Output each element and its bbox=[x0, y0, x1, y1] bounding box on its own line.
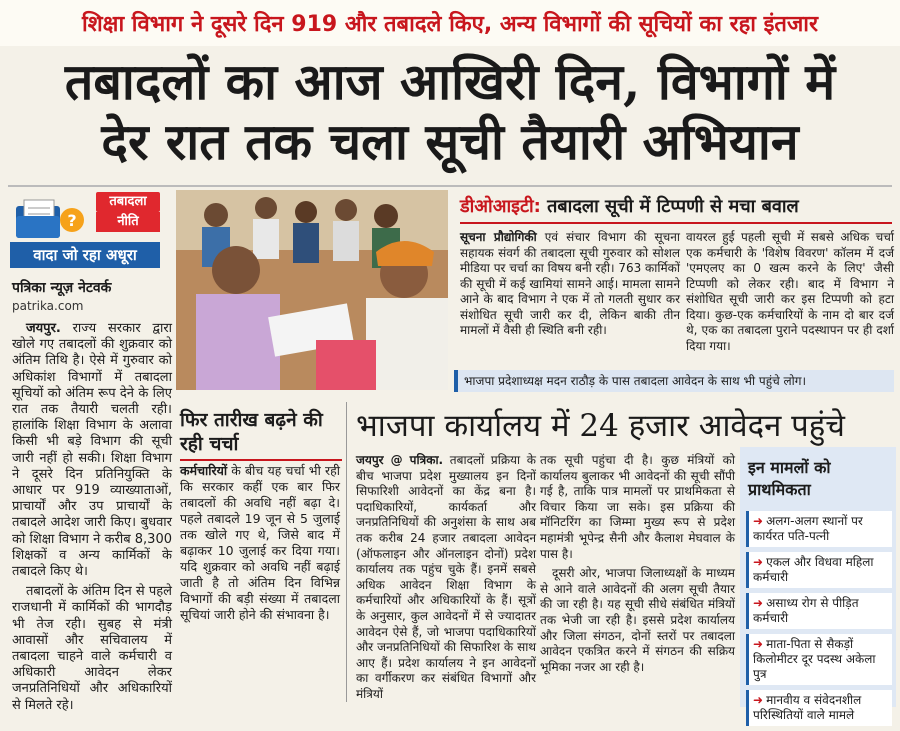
doit-lead: सूचना प्रौद्योगिकी bbox=[460, 230, 537, 244]
byline-site: patrika.com bbox=[12, 299, 84, 313]
side-story-lead: कर्मचारियों bbox=[180, 463, 228, 478]
doit-column-1-text: एवं संचार विभाग की सूचना सहायक संवर्ग की तबादला सूची गुरुवार को सोशल मीडिया पर चर्चा का विषय बनी रही। 763 कार्मिकों की सूची में कई खामियां सामने आई। मामला सामने आने के बाद विभाग ने एक में तो गलती सुधार कर संशोधित सूची जारी कर दी, लेकिन बाकी तीन मामलों में वैसी ही स्थिति बनी रही। bbox=[460, 230, 680, 337]
list-item bbox=[746, 634, 892, 685]
arrow-icon: ➜ bbox=[753, 637, 764, 651]
list-item-text: असाध्य रोग से पीड़ित कर्मचारी bbox=[753, 596, 859, 625]
kicker-headline: शिक्षा विभाग ने दूसरे दिन 919 और तबादले किए, अन्य विभागों की सूचियों का रहा इंतजार bbox=[0, 0, 900, 46]
logo-tab-bottom: नीति bbox=[96, 212, 160, 232]
list-item bbox=[746, 593, 892, 629]
byline bbox=[12, 278, 172, 313]
side-story-text: के बीच यह चर्चा भी रही कि सरकार कहीं एक बार फिर तबादलों की अवधि नहीं बढ़ा दे। पहले तबादले 19 जून से 5 जुलाई तक खोले गए थे, जिसे बाद में बढ़ाकर 10 जुलाई कर दिया गया। यदि शुक्रवार को अवधि नहीं बढ़ाई जाती है तो अंतिम दिन विभिन्न विभागों की बड़ी संख्या में तबादला सूचियां जारी होने की संभावना है। bbox=[180, 463, 340, 622]
priority-box bbox=[740, 447, 896, 722]
doit-tag: डीओआइटी: bbox=[460, 196, 541, 217]
side-story-headline: फिर तारीख बढ़ने की रही चर्चा bbox=[180, 408, 342, 461]
left-story-p1 bbox=[12, 321, 172, 580]
list-item bbox=[746, 511, 892, 547]
list-item-text: मानवीय व संवेदनशील परिस्थितियों वाले मामले bbox=[753, 693, 862, 722]
photo-caption: भाजपा प्रदेशाध्यक्ष मदन राठौड़ के पास तबादला आवेदन के साथ भी पहुंचे लोग। bbox=[454, 370, 894, 392]
side-story-body bbox=[180, 463, 340, 623]
doit-headline bbox=[460, 194, 892, 224]
arrow-icon: ➜ bbox=[753, 693, 764, 707]
bjp-story-column-2 bbox=[540, 453, 735, 679]
bjp-story-headline: भाजपा कार्यालय में 24 हजार आवेदन पहुंचे bbox=[356, 408, 845, 444]
bjp-dateline: जयपुर @ पत्रिका. bbox=[356, 453, 444, 467]
svg-text:?: ? bbox=[67, 211, 77, 230]
logo-tab-top: तबादला bbox=[96, 192, 160, 212]
byline-network: पत्रिका न्यूज़ नेटवर्क bbox=[12, 280, 112, 296]
arrow-icon: ➜ bbox=[753, 596, 764, 610]
headline-line-1: तबादलों का आज आखिरी दिन, विभागों में bbox=[64, 52, 836, 111]
series-logo bbox=[10, 192, 160, 268]
priority-list bbox=[746, 511, 892, 731]
list-item-text: अलग-अलग स्थानों पर कार्यरत पति-पत्नी bbox=[753, 514, 863, 543]
bjp-story-column-1 bbox=[356, 453, 536, 703]
headline-line-2: देर रात तक चला सूची तैयारी अभियान bbox=[101, 112, 799, 171]
photo-illustration bbox=[176, 190, 448, 390]
column-divider bbox=[346, 402, 347, 702]
left-story-p1-text: राज्य सरकार द्वारा खोले गए तबादलों की शुक्रवार को अंतिम तिथि है। ऐसे में गुरुवार को अधिकांश विभागों में तबादला सूचियों को अंतिम रूप देने के लिए रात तक तैयारी चलती रही। हालांकि शिक्षा विभाग के अलावा किसी भी बड़े विभाग की सूची जारी नहीं हो सकी। शिक्षा विभाग ने दूसरे दिन प्रतिनियुक्ति के आधार पर 919 व्याख्याताओं, प्राचार्यों और उप प्राचार्यों के तबादले आदेश जारी किए। बुधवार को शिक्षा विभाग ने करीब 8,300 शिक्षकों व अन्य कार्मिकों के तबादले किए थे। bbox=[12, 321, 172, 580]
list-item-text: माता-पिता से सैकड़ों किलोमीटर दूर पदस्थ अकेला पुत्र bbox=[753, 637, 876, 681]
list-item-text: एकल और विधवा महिला कर्मचारी bbox=[753, 555, 874, 584]
list-item bbox=[746, 690, 892, 726]
left-story-p2: तबादलों के अंतिम दिन से पहले राजधानी में कार्मिकों की भागदौड़ भी तेज रही। सुबह से मंत्री आवासों और सचिवालय में तबादला चाहने वाले कर्मचारी व अधिकारी आवेदन लेकर जनप्रतिनिधियों और अधिकारियों से मिलते रहे। bbox=[12, 584, 172, 713]
divider bbox=[8, 185, 892, 187]
dateline: जयपुर. bbox=[26, 321, 61, 336]
doit-title: तबादला सूची में टिप्पणी से मचा बवाल bbox=[540, 196, 799, 217]
arrow-icon: ➜ bbox=[753, 555, 764, 569]
doit-column-1 bbox=[460, 230, 680, 339]
bjp-column-2-p1: तक सूची पहुंचा दी है। कुछ मंत्रियों को कार्यालय बुलाकर भी आवेदनों की सूची सौंपी गई है, ताकि पात्र मामलों पर प्राथमिकता से विचार किया जा सके। इस प्रक्रिया की मॉनिटरिंग का जिम्मा मुख्य रूप से प्रदेश महामंत्री भूपेन्द्र सैनी और कैलाश मेघवाल के पास है। bbox=[540, 453, 735, 561]
bjp-column-2-p2: दूसरी ओर, भाजपा जिलाध्यक्षों के माध्यम से आने वाले आवेदनों की अलग सूची तैयार की जा रही है। यह सूची सीधे संबंधित मंत्रियों तक भेजी जा रही है। इससे प्रदेश कार्यालय और जिला संगठन, दोनों स्तरों पर तबादला आवेदन एकत्रित करने में संगठन की सक्रिय भूमिका नजर आ रही है। bbox=[540, 566, 735, 674]
arrow-icon: ➜ bbox=[753, 514, 764, 528]
main-headline bbox=[0, 52, 900, 172]
folder-icon bbox=[14, 198, 84, 242]
list-item bbox=[746, 552, 892, 588]
bjp-column-1-text: तबादलों प्रक्रिया के बीच भाजपा प्रदेश मुख्यालय इन दिनों सिफारिशी आवेदनों का केंद्र बना है। पदाधिकारियों, कार्यकर्ता और जनप्रतिनिधियों की अनुशंसा के साथ अब तक करीब 24 हजार तबादला आवेदन (ऑफलाइन और ऑनलाइन दोनों) प्रदेश कार्यालय तक पहुंच चुके हैं। इनमें सबसे अधिक आवेदन शिक्षा विभाग के कर्मचारियों और अधिकारियों के हैं। सूत्रों के अनुसार, कुल आवेदनों में से ज्यादातर आवेदन ऐसे हैं, जो भाजपा पदाधिकारियों और जनप्रतिनिधियों की सिफारिश के साथ आए हैं। प्रदेश कार्यालय ने इन आवेदनों का वर्गीकरण कर संबंधित विभागों और मंत्रियों bbox=[356, 453, 537, 701]
priority-headline: इन मामलों को प्राथमिकता bbox=[748, 458, 831, 499]
left-story bbox=[12, 321, 172, 718]
doit-column-2: वायरल हुई पहली सूची में सबसे अधिक चर्चा एक कर्मचारी के 'विशेष विवरण' कॉलम में दर्ज 'एमएलए का 0 खत्म करने के लिए' जैसी टिप्पणी को लेकर रही। बाद में विभाग ने संशोधित सूची जारी कर इस टिप्पणी को हटा दिया। कुछ-एक कर्मचारियों के नाम दो बार दर्ज थे, एक का तबादला पुराने पदस्थापन पर ही दर्शा दिया गया। bbox=[686, 230, 894, 353]
news-photo bbox=[176, 190, 448, 390]
logo-band: वादा जो रहा अधूरा bbox=[10, 242, 160, 268]
